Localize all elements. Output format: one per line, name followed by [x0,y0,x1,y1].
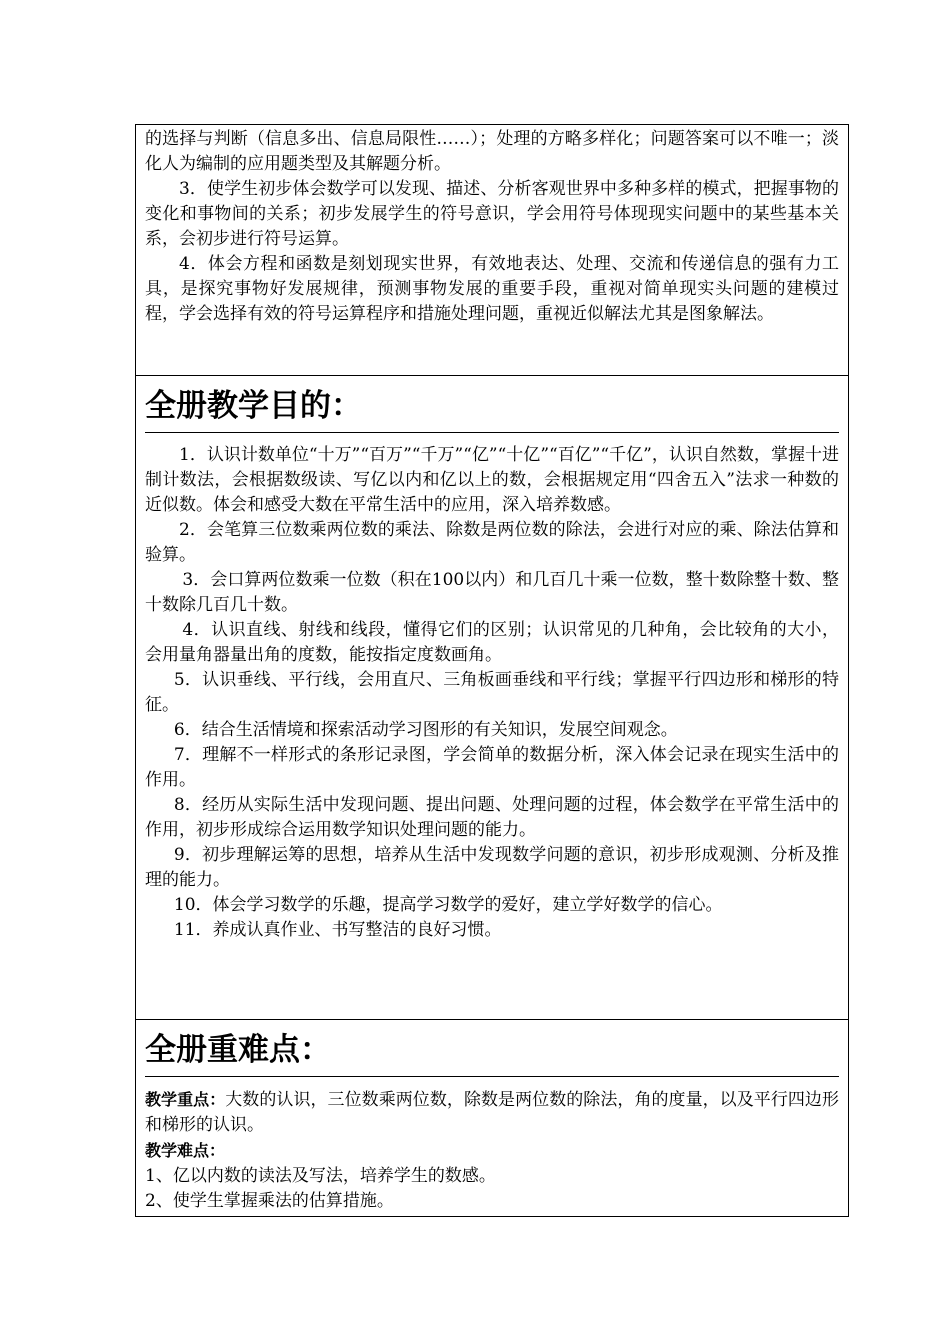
continued-goals-cell [136,125,848,376]
document-table [135,124,849,1217]
difficult-item-2: 2、使学生掌握乘法的估算措施。 [145,1191,394,1211]
paragraph-goal-4: 4．体会方程和函数是刻划现实世界，有效地表达、处理、交流和传递信息的强有力工具，是探究事物好发展规律，预测事物发展的重要手段，重视对简单现实头问题的建模过程，学会选择有效的符号运算程序和措施处理问题，重视近似解法尤其是图象解法。 [145,254,839,324]
teaching-objectives-cell [136,376,848,1020]
key-points-label: 教学重点： [145,1090,226,1109]
section-heading-key-points: 全册重难点： [145,1032,331,1068]
paragraph-goal-3: 3．使学生初步体会数学可以发现、描述、分析客观世界中多种多样的模式，把握事物的变化和事物间的关系；初步发展学生的符号意识，学会用符号体现现实问题中的某些基本关系，会初步进行符号运算。 [145,179,839,249]
objective-item-3: 3．会口算两位数乘一位数（积在100以内）和几百几十乘一位数，整十数除整十数、整十数除几百几十数。 [145,570,839,615]
objective-item-6: 6．结合生活情境和探索活动学习图形的有关知识，发展空间观念。 [173,720,678,740]
key-points-paragraph [145,1087,839,1138]
objective-item-7: 7．理解不一样形式的条形记录图，学会简单的数据分析，深入体会记录在现实生活中的作用。 [145,745,839,790]
difficult-points-paragraph [145,1138,839,1164]
objective-item-5: 5．认识垂线、平行线，会用直尺、三角板画垂线和平行线；掌握平行四边形和梯形的特征。 [145,670,839,715]
key-points-text: 大数的认识，三位数乘两位数，除数是两位数的除法，角的度量，以及平行四边形和梯形的认识。 [145,1090,839,1135]
objective-item-8: 8．经历从实际生活中发现问题、提出问题、处理问题的过程，体会数学在平常生活中的作用，初步形成综合运用数学知识处理问题的能力。 [145,795,839,840]
objective-item-4: 4．认识直线、射线和线段，懂得它们的区别；认识常见的几种角，会比较角的大小，会用量角器量出角的度数，能按指定度数画角。 [145,620,839,665]
paragraph-continued: 的选择与判断（信息多出、信息局限性……）；处理的方略多样化；问题答案可以不唯一；淡化人为编制的应用题类型及其解题分析。 [145,129,839,174]
objective-item-10: 10．体会学习数学的乐趣，提高学习数学的爱好，建立学好数学的信心。 [173,895,723,915]
key-difficult-points-cell [136,1020,848,1216]
heading-divider [145,432,839,433]
objective-item-9: 9．初步理解运筹的思想，培养从生活中发现数学问题的意识，初步形成观测、分析及推理的能力。 [145,845,839,890]
section-heading-objectives: 全册教学目的： [145,388,362,424]
heading-divider [145,1076,839,1077]
objective-item-11: 11．养成认真作业、书写整洁的良好习惯。 [173,920,502,940]
objective-item-2: 2．会笔算三位数乘两位数的乘法、除数是两位数的除法，会进行对应的乘、除法估算和验算。 [145,520,839,565]
difficult-item-1: 1、亿以内数的读法及写法，培养学生的数感。 [145,1166,496,1186]
objective-item-1: 1．认识计数单位“十万”“百万”“千万”“亿”“十亿”“百亿”“千亿”，认识自然数，掌握十进制计数法，会根据数级读、写亿以内和亿以上的数，会根据规定用“四舍五入”法求一种数的近似数。体会和感受大数在平常生活中的应用，深入培养数感。 [145,445,839,515]
difficult-points-label: 教学难点： [145,1141,226,1160]
